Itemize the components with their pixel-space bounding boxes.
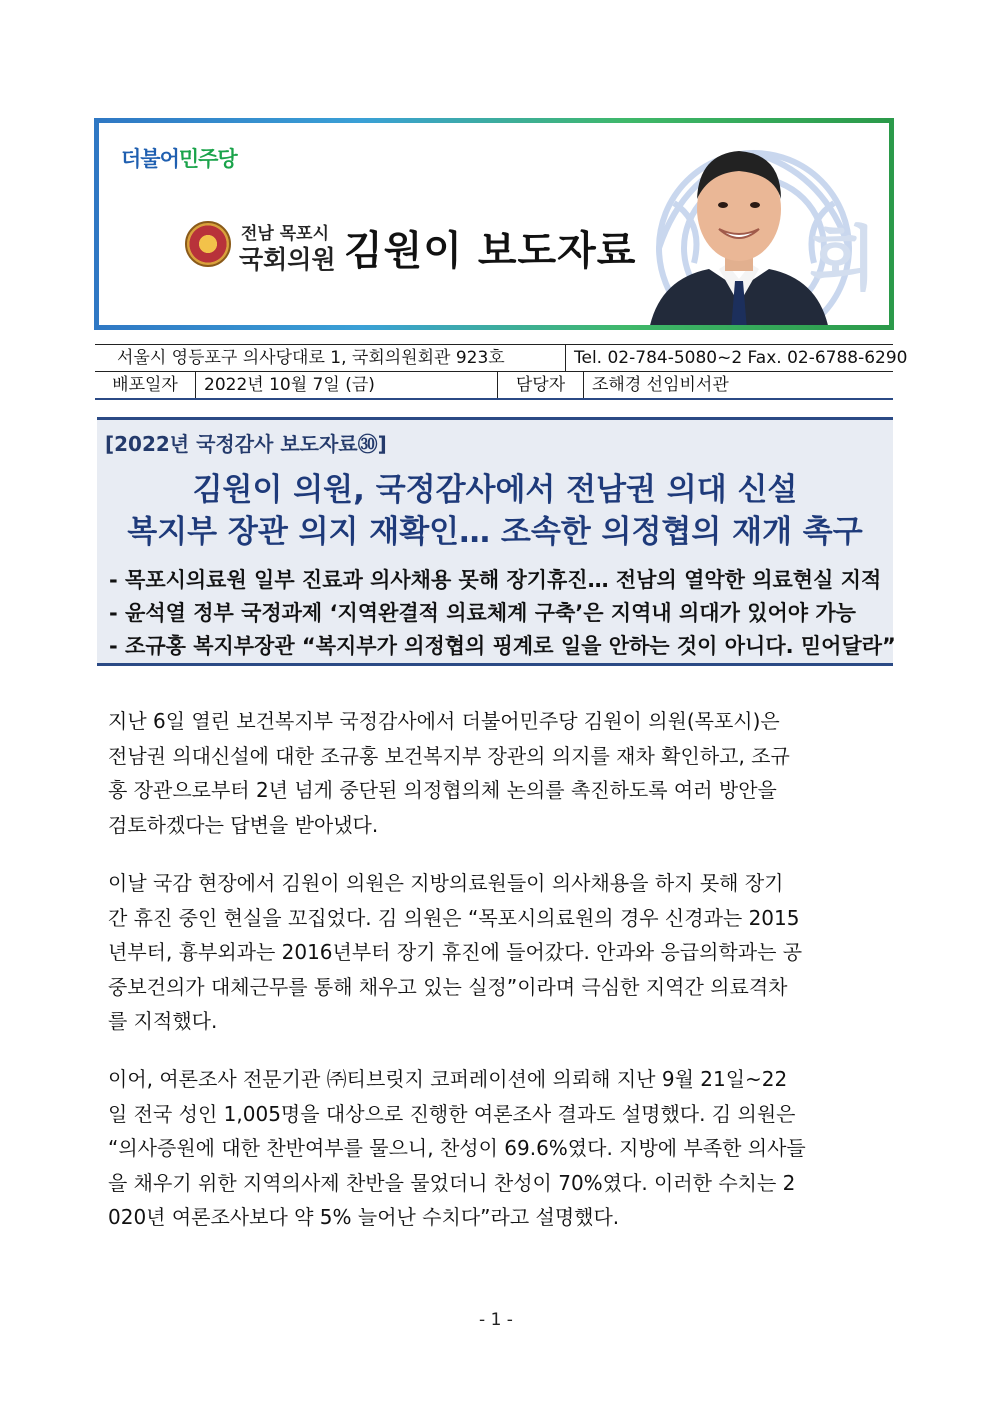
party-logo	[121, 143, 237, 173]
press-banner	[94, 118, 894, 330]
body-line: 중보건의가 대체근무를 통해 채우고 있는 실정”이라며 극심한 지역간 의료격차	[108, 974, 788, 999]
body-paragraph-1	[108, 704, 886, 842]
audit-tag: [2022년 국정감사 보도자료㉚]	[105, 432, 387, 456]
body-line: 이어, 여론조사 전문기관 ㈜티브릿지 코퍼레이션에 의뢰해 지난 9월 21일~22	[108, 1067, 788, 1091]
body-line: 지난 6일 열린 보건복지부 국정감사에서 더불어민주당 김원이 의원(목포시)은	[108, 709, 780, 733]
body-line: 홍 장관으로부터 2년 넘게 중단된 의정협의체 논의를 촉진하도록 여러 방안을	[108, 778, 777, 802]
body-line: 전남권 의대신설에 대한 조규홍 보건복지부 장관의 의지를 재차 확인하고, 조규	[108, 743, 790, 768]
body-line: 020년 여론조사보다 약 5% 늘어난 수치다”라고 설명했다.	[108, 1205, 620, 1229]
staff-value: 조해경 선임비서관	[583, 372, 893, 398]
info-row-date	[95, 372, 893, 398]
body-line: 이날 국감 현장에서 김원이 의원은 지방의료원들이 의사채용을 하지 못해 장기	[108, 871, 784, 895]
body-line: 을 채우기 위한 지역의사제 찬반을 물었더니 찬성이 70%였다. 이러한 수치는 2	[108, 1170, 796, 1195]
staff-label: 담당자	[497, 372, 583, 398]
member-portrait	[639, 129, 839, 330]
press-release-title: 김원이 보도자료	[344, 228, 637, 274]
headline-title-line2: 복지부 장관 의지 재확인… 조속한 의정협의 재개 촉구	[127, 514, 863, 550]
headline-box	[97, 417, 896, 666]
date-value: 2022년 10월 7일 (금)	[195, 372, 497, 398]
body-paragraph-3	[108, 1062, 886, 1235]
contact-text: Tel. 02-784-5080~2 Fax. 02-6788-6290	[565, 345, 893, 371]
body-paragraph-2	[108, 866, 886, 1039]
body-line: 를 지적했다.	[108, 1009, 218, 1033]
body-line: 일 전국 성인 1,005명을 대상으로 진행한 여론조사 결과도 설명했다. 김 의원은	[108, 1101, 796, 1126]
info-row-address	[95, 345, 908, 371]
party-name-part1: 더불어	[121, 147, 179, 171]
national-assembly-seal-icon	[185, 221, 231, 267]
watermark-char: 회	[809, 218, 877, 300]
member-role: 국회의원	[239, 245, 336, 274]
page-number: - 1 -	[479, 1310, 513, 1330]
body-line: 년부터, 흉부외과는 2016년부터 장기 휴진에 들어갔다. 안과와 응급의학과는 공	[108, 940, 803, 964]
address-text: 서울시 영등포구 의사당대로 1, 국회의원회관 923호	[117, 348, 505, 368]
body-line: “의사증원에 대한 찬반여부를 물으니, 찬성이 69.6%였다. 지방에 부족한 의사들	[108, 1136, 806, 1160]
subheadline-item: - 윤석열 정부 국정과제 ‘지역완결적 의료체계 구축’은 지역내 의대가 있어야 가능	[109, 601, 856, 625]
party-name-part2: 민주당	[178, 147, 237, 171]
body-line: 간 휴진 중인 현실을 꼬집었다. 김 의원은 “목포시의료원의 경우 신경과는 2015	[108, 905, 800, 930]
subheadline-item: - 조규홍 복지부장관 “복지부가 의정협의 핑계로 일을 안하는 것이 아니다. 믿어달라”	[109, 634, 896, 658]
body-line: 검토하겠다는 답변을 받아냈다.	[108, 812, 379, 837]
headline-title-line1: 김원이 의원, 국정감사에서 전남권 의대 신설	[192, 472, 798, 508]
date-label: 배포일자	[112, 375, 178, 395]
member-region: 전남 목포시	[241, 224, 330, 244]
subheadline-item: - 목포시의료원 일부 진료과 의사채용 못해 장기휴진… 전남의 열악한 의료현실 지적	[109, 568, 882, 592]
